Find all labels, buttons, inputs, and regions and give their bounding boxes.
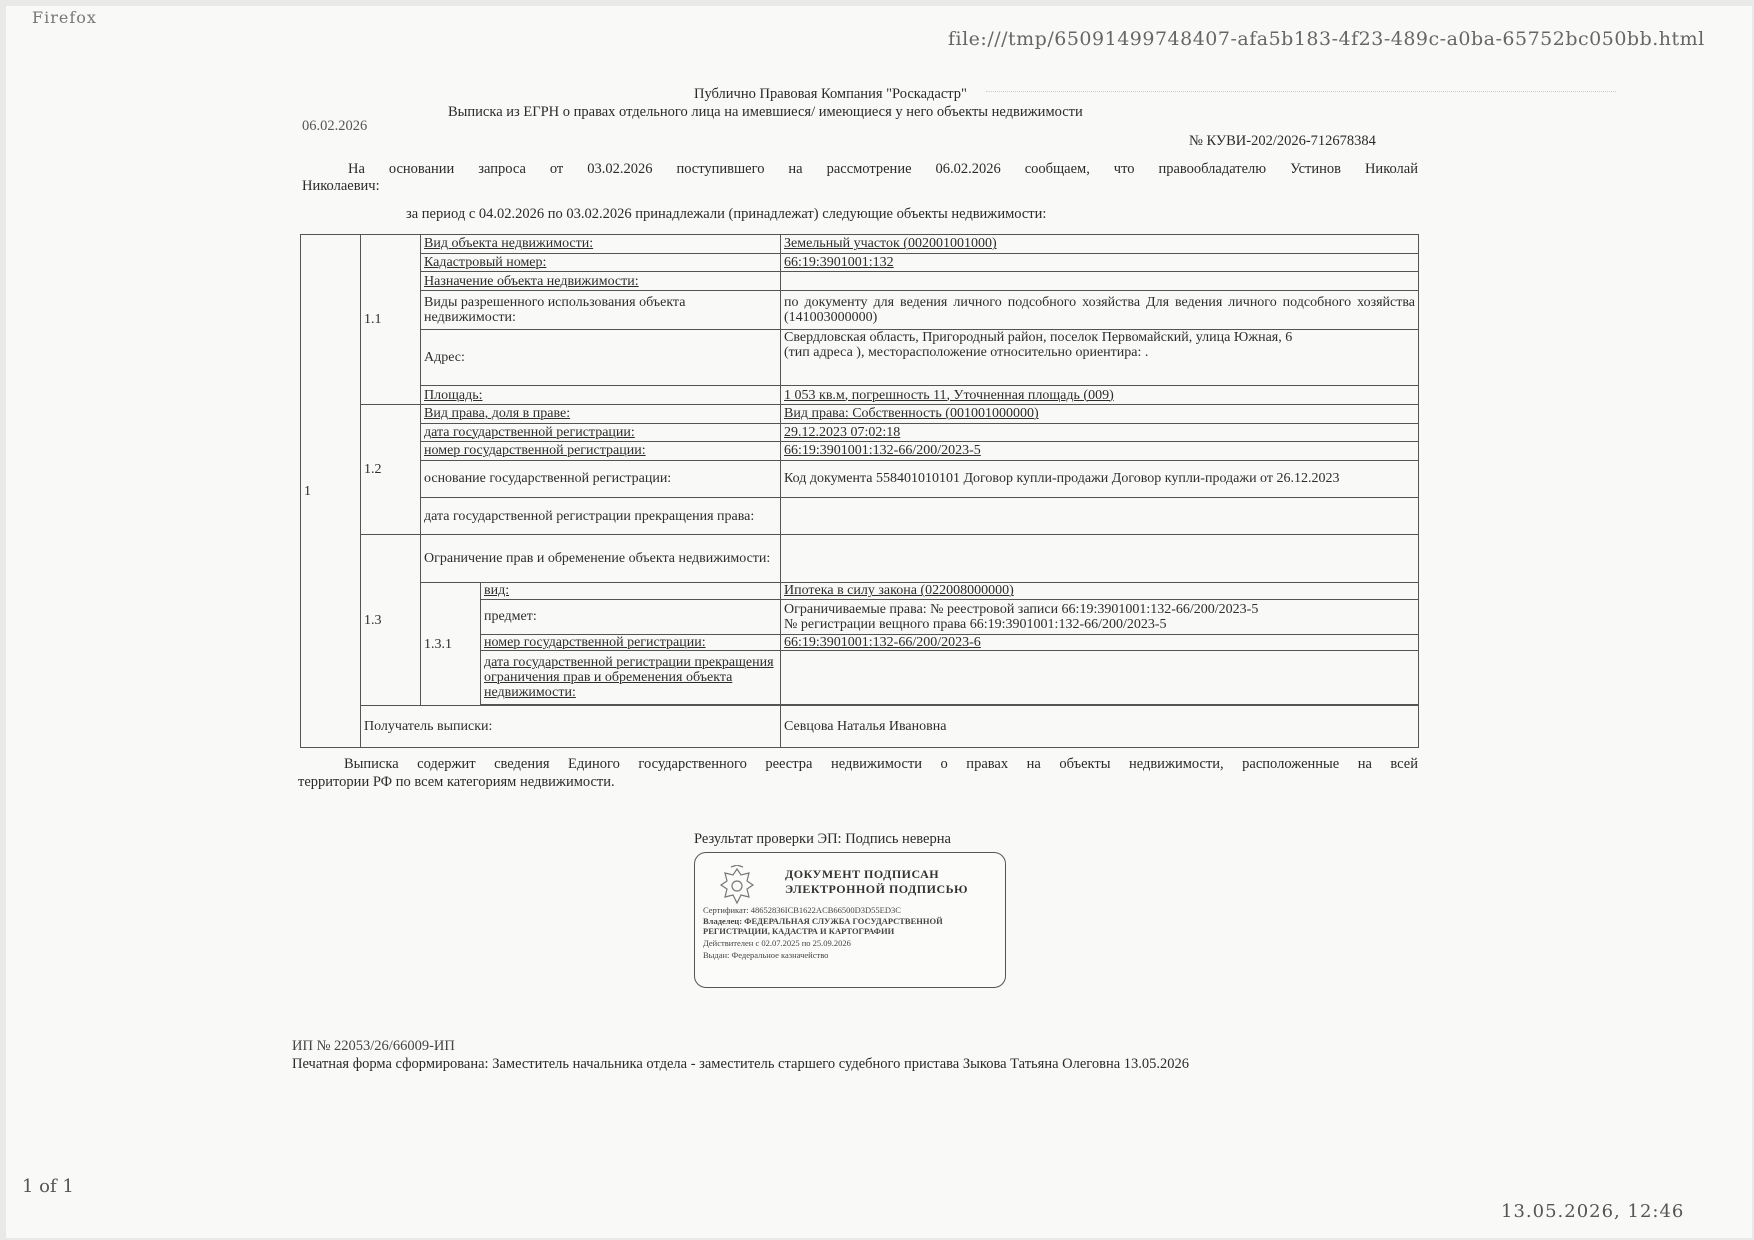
object-type-label: Вид объекта недвижимости:	[421, 235, 781, 254]
stamp-title-line: ЭЛЕКТРОННОЙ ПОДПИСЬЮ	[785, 882, 969, 896]
subject-value	[781, 599, 1419, 634]
reg-number-label: номер государственной регистрации:	[421, 442, 781, 461]
reg-end-value	[781, 498, 1419, 535]
table-row	[301, 386, 1419, 405]
egrn-table	[300, 234, 1419, 748]
intro-text-cont: Николаевич:	[302, 178, 380, 194]
address-value	[781, 330, 1419, 386]
area-value: 1 053 кв.м, погрешность 11, Уточненная площадь (009)	[781, 386, 1419, 405]
subject-label: предмет:	[481, 599, 781, 634]
table-row	[301, 442, 1419, 461]
restriction-label: Ограничение прав и обременение объекта недвижимости:	[421, 535, 781, 583]
enc-reg-number-value: 66:19:3901001:132-66/200/2023-6	[781, 634, 1419, 651]
divider-line	[986, 91, 1616, 92]
row-number: 1	[301, 235, 361, 748]
stamp-validity: Действителен с 02.07.2025 по 25.09.2026	[703, 938, 851, 948]
table-row	[301, 235, 1419, 254]
right-type-label: Вид права, доля в праве:	[421, 404, 781, 423]
table-row	[301, 498, 1419, 535]
enc-end-label: дата государственной регистрации прекращения ограничения прав и обременения объекта недвижимости:	[481, 651, 781, 705]
permitted-use-value: по документу для ведения личного подсобного хозяйства Для ведения личного подсобного хозяйства (141003000000)	[781, 290, 1419, 329]
table-row	[301, 535, 1419, 583]
reg-date-value: 29.12.2023 07:02:18	[781, 423, 1419, 442]
reg-date-label: дата государственной регистрации:	[421, 423, 781, 442]
cadastral-value: 66:19:3901001:132	[781, 253, 1419, 272]
section-number: 1.3	[361, 535, 421, 706]
reg-basis-label: основание государственной регистрации:	[421, 460, 781, 497]
e-signature-stamp	[694, 852, 1006, 988]
section-number: 1.2	[361, 404, 421, 535]
table-row	[301, 272, 1419, 291]
document-title: Выписка из ЕГРН о правах отдельного лица на имевшиеся/ имеющиеся у него объекты недвижимости	[448, 104, 1083, 120]
browser-app-name: Firefox	[32, 8, 97, 27]
print-page	[6, 6, 1752, 1238]
area-label: Площадь:	[421, 386, 781, 405]
period-text: за период с 04.02.2026 по 03.02.2026 принадлежали (принадлежат) следующие объекты недвижимости:	[406, 206, 1047, 222]
recipient-value: Севцова Наталья Ивановна	[781, 706, 1419, 748]
section-number: 1.1	[361, 235, 421, 405]
kind-label: вид:	[481, 583, 781, 600]
signature-check-result: Результат проверки ЭП: Подпись неверна	[694, 831, 951, 847]
enc-reg-number-label: номер государственной регистрации:	[481, 634, 781, 651]
object-type-value: Земельный участок (002001001000)	[781, 235, 1419, 254]
footer-note-cont: территории РФ по всем категориям недвижимости.	[298, 774, 615, 790]
printed-by: Печатная форма сформирована: Заместитель начальника отдела - заместитель старшего судебного пристава Зыкова Татьяна Олеговна 13.05.2026	[292, 1056, 1190, 1072]
reg-end-label: дата государственной регистрации прекращения права:	[421, 498, 781, 535]
table-row	[301, 583, 1419, 600]
cadastral-label: Кадастровый номер:	[421, 253, 781, 272]
stamp-owner-cont: РЕГИСТРАЦИИ, КАДАСТРА И КАРТОГРАФИИ	[703, 926, 895, 936]
address-value-main: Свердловская область, Пригородный район, поселок Первомайский, улица Южная, 6	[784, 330, 1293, 346]
page-url: file:///tmp/65091499748407-afa5b183-4f23-489c-a0ba-65752bc050bb.html	[948, 28, 1705, 50]
page-counter: 1 of 1	[22, 1176, 74, 1197]
enc-end-value	[781, 651, 1419, 705]
stamp-issuer: Выдан: Федеральное казначейство	[703, 950, 829, 960]
stamp-certificate: Сертификат: 48652836ICB1622ACB66500D3D55ED3C	[703, 905, 901, 915]
document-number: № КУВИ-202/2026-712678384	[1189, 133, 1376, 149]
table-row	[301, 330, 1419, 386]
print-datetime: 13.05.2026, 12:46	[1501, 1201, 1685, 1222]
purpose-value	[781, 272, 1419, 291]
reg-number-value: 66:19:3901001:132-66/200/2023-5	[781, 442, 1419, 461]
enforcement-number: ИП № 22053/26/66009-ИП	[292, 1038, 455, 1054]
reg-basis-value: Код документа 558401010101 Договор купли-продажи Договор купли-продажи от 26.12.2023	[781, 460, 1419, 497]
kind-value: Ипотека в силу закона (022008000000)	[781, 583, 1419, 600]
coat-of-arms-icon	[717, 865, 757, 907]
right-type-value: Вид права: Собственность (001001000000)	[781, 404, 1419, 423]
table-row	[301, 253, 1419, 272]
address-value-extra: (тип адреса ), месторасположение относительно ориентира: .	[784, 345, 1149, 361]
stamp-title-line: ДОКУМЕНТ ПОДПИСАН	[785, 867, 940, 881]
table-row	[301, 460, 1419, 497]
table-row	[301, 423, 1419, 442]
subject-value-line: № регистрации вещного права 66:19:3901001:132-66/200/2023-5	[784, 616, 1167, 632]
footer-note: Выписка содержит сведения Единого государственного реестра недвижимости о правах на объекты недвижимости, расположенные на всей	[344, 756, 1418, 772]
subsection-number: 1.3.1	[421, 583, 481, 706]
address-label: Адрес:	[421, 330, 781, 386]
intro-text: На основании запроса от 03.02.2026 поступившего на рассмотрение 06.02.2026 сообщаем, что правообладателю Устинов Николай	[348, 161, 1418, 177]
organization-name: Публично Правовая Компания "Роскадастр"	[694, 86, 967, 102]
purpose-label: Назначение объекта недвижимости:	[421, 272, 781, 291]
recipient-label: Получатель выписки:	[361, 706, 781, 748]
table-row	[301, 290, 1419, 329]
table-row	[301, 404, 1419, 423]
permitted-use-label: Виды разрешенного использования объекта недвижимости:	[421, 290, 781, 329]
restriction-value	[781, 535, 1419, 583]
document-date: 06.02.2026	[302, 118, 368, 134]
subject-value-line: Ограничиваемые права: № реестровой записи 66:19:3901001:132-66/200/2023-5	[784, 601, 1259, 617]
stamp-title	[785, 867, 968, 897]
stamp-owner: Владелец: ФЕДЕРАЛЬНАЯ СЛУЖБА ГОСУДАРСТВЕННОЙ	[703, 916, 943, 926]
table-row	[301, 706, 1419, 748]
